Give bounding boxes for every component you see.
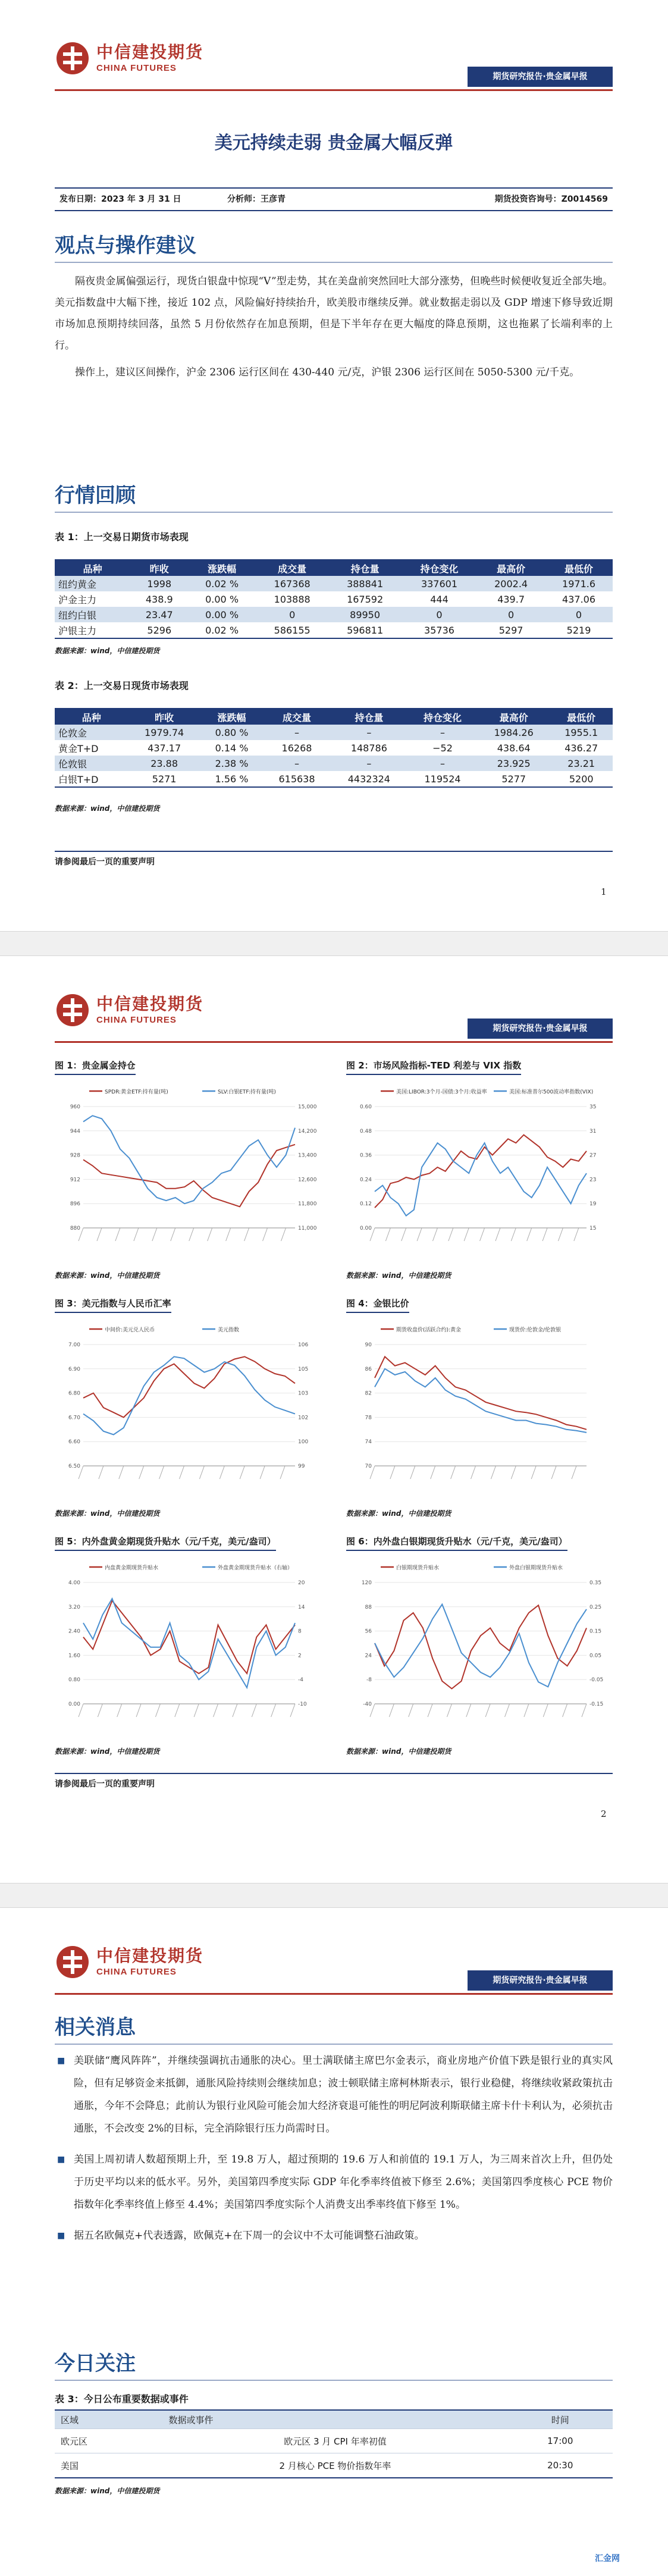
table-cell: 4432324: [347, 773, 390, 785]
list-item: ■ 美国上周初请人数超预期上升，至 19.8 万人，超过预期的 19.6 万人和前值的 19.1 万人，为三周来首次上升，但仍处于历史平均以来的低水平。另外，美国第四季度实际 GDP 年化季率终值被下修至 2.6%；美国第四季度核心 PCE 物价指数年化季率终值上修至 4.4%；美国第四季度实际个人消费支出季率终值下修至 1%。: [55, 2148, 613, 2216]
column-header: 成交量: [263, 709, 330, 725]
citic-logo-icon: [55, 40, 90, 76]
chart5-source: 数据来源：wind，中信建投期货: [55, 1747, 160, 1756]
section-title-views: 观点与操作建议: [55, 229, 613, 263]
y-tick-label: 960: [70, 1104, 80, 1110]
y2-tick-label: 105: [298, 1366, 309, 1372]
page-gap: [0, 1883, 668, 1908]
chart-usd-cny: [55, 1321, 322, 1499]
y2-tick-label: -4: [298, 1677, 303, 1684]
table-row: [55, 725, 613, 740]
table-cell: 437.06: [562, 593, 596, 605]
table-cell: 17:00: [508, 2429, 613, 2453]
y-tick-label: 70: [365, 1464, 372, 1469]
list-item: ■ 据五名欧佩克+代表透露，欧佩克+在下周一的会议中不太可能调整石油政策。: [55, 2224, 613, 2247]
page-gap: [0, 931, 668, 956]
table-cell: 23.47: [130, 607, 188, 622]
table-cell: 337601: [402, 576, 477, 591]
y-tick-label: 0.60: [359, 1104, 372, 1110]
chart6-source: 数据来源：wind，中信建投期货: [346, 1747, 451, 1756]
chart-gold-basis: [55, 1559, 322, 1737]
page-number: 2: [601, 1809, 607, 1819]
table-cell: 438.9: [145, 593, 173, 605]
column-header: 数据或事件: [162, 2410, 507, 2429]
y-tick-label: 120: [361, 1580, 372, 1586]
table-cell: 119524: [424, 773, 461, 785]
table-cell: 1984.26: [478, 725, 550, 740]
table-row: [55, 607, 613, 622]
y2-tick-label: 23: [589, 1177, 597, 1183]
table3-source: 数据来源：wind，中信建投期货: [55, 2487, 160, 2495]
table-cell: 0: [256, 607, 328, 622]
table-cell: 5297: [498, 624, 523, 636]
y-tick-label: -40: [363, 1701, 372, 1707]
table-cell: 欧元区: [55, 2429, 162, 2453]
table-cell: 沪金主力: [58, 594, 97, 606]
y-tick-label: 880: [70, 1226, 80, 1231]
table-cell: 0.14 %: [215, 742, 249, 754]
column-header: 品种: [55, 560, 130, 576]
table-cell: 2002.4: [477, 576, 545, 591]
table-cell: 1979.74: [128, 725, 200, 740]
column-header: 昨收: [130, 560, 188, 576]
list-item: ■ 美联储“鹰风阵阵”，并继续强调抗击通胀的决心。里士满联储主席巴尔金表示，商业房地产价值下跌是银行业的真实风险，但有足够资金来抵御，通胀风险持续则会继续加息；波士顿联储主席柯林斯表示，银行业稳健，将继续收紧政策抗击通胀，今年不会降息；此前认为银行业风险可能会加大经济衰退可能性的明尼阿波利斯联储主席卡什卡利认为，必须抗击通胀，不会改变 2%的目标，完全消除银行压力尚需时日。: [55, 2049, 613, 2140]
y2-tick-label: 14: [298, 1604, 305, 1610]
legend-label: 美国:LIBOR:3个月-国债:3个月:收益率: [396, 1089, 487, 1095]
table-cell: 纽约白银: [55, 607, 130, 622]
table-cell: 89950: [328, 607, 401, 622]
y2-tick-label: -0.05: [589, 1677, 604, 1684]
futures-market-table: [55, 559, 613, 639]
y2-tick-label: 14,200: [298, 1128, 317, 1135]
y2-tick-label: 13,400: [298, 1152, 317, 1159]
table-cell: –: [407, 725, 478, 740]
y-tick-label: 912: [70, 1177, 80, 1183]
legend-label: 期货收盘价(活跃合约):黄金: [396, 1327, 462, 1333]
y-tick-label: 0.80: [68, 1677, 80, 1684]
y2-tick-label: 31: [589, 1128, 597, 1135]
column-header: 最低价: [550, 709, 613, 725]
table-cell: –: [331, 725, 407, 740]
y2-tick-label: -10: [298, 1701, 307, 1707]
table-cell: 35736: [424, 624, 454, 636]
brand-name-en: CHINA FUTURES: [96, 1015, 177, 1025]
y-tick-label: 86: [365, 1366, 372, 1372]
legend-label: 外盘白银期现货升贴水: [509, 1565, 563, 1571]
table-cell: 615638: [278, 773, 315, 785]
table3-caption: 表 3：今日公布重要数据或事件: [55, 2393, 189, 2405]
chart-background: [55, 1559, 322, 1737]
column-header: 最低价: [545, 560, 613, 576]
y-tick-label: 90: [365, 1342, 372, 1348]
watermark-logo: 汇金网: [595, 2554, 620, 2564]
y2-tick-label: 12,600: [298, 1177, 317, 1183]
y2-tick-label: 0.35: [589, 1580, 602, 1586]
table-row: [55, 2429, 613, 2453]
y-tick-label: 6.70: [68, 1415, 80, 1421]
brand-name-cn: 中信建投期货: [96, 42, 204, 62]
y-tick-label: 24: [365, 1653, 372, 1659]
page-number: 1: [601, 886, 607, 897]
brand-name-cn: 中信建投期货: [96, 994, 204, 1014]
legend-label: 内盘黄金期现货升贴水: [105, 1565, 159, 1571]
y-tick-label: 82: [365, 1390, 372, 1397]
table-row: [55, 771, 613, 787]
y2-tick-label: 15,000: [298, 1104, 317, 1110]
y2-tick-label: 15: [589, 1226, 597, 1231]
y2-tick-label: 11,000: [298, 1226, 317, 1231]
y-tick-label: 6.60: [68, 1439, 80, 1446]
column-header: 成交量: [256, 560, 328, 576]
chart-gold-silver-ratio: [346, 1321, 614, 1499]
chart1-caption: 图 1：贵金属金持仓: [55, 1059, 136, 1075]
strategy-paragraph: 操作上，建议区间操作，沪金 2306 运行区间在 430-440 元/克，沪银 2306 运行区间在 5050-5300 元/千克。: [75, 366, 580, 378]
y-tick-label: 6.50: [68, 1464, 80, 1469]
citic-logo-icon: [55, 992, 90, 1028]
table-cell: 148786: [350, 742, 387, 754]
legend-label: 白银期现货升贴水: [396, 1565, 440, 1571]
events-table: [55, 2409, 613, 2478]
report-title: 美元持续走弱 贵金属大幅反弹: [214, 133, 453, 153]
page-header: [55, 982, 613, 1043]
table-cell: 586155: [274, 624, 311, 636]
y-tick-label: 0.24: [359, 1177, 372, 1183]
table-cell: –: [407, 756, 478, 771]
y2-tick-label: 27: [589, 1152, 597, 1159]
column-header: 持仓量: [331, 709, 407, 725]
publish-date: 发布日期：2023 年 3 月 31 日: [59, 195, 181, 204]
table-cell: 0: [402, 607, 477, 622]
y-tick-label: 928: [70, 1152, 80, 1159]
brand-name-en: CHINA FUTURES: [96, 1967, 177, 1977]
y-tick-label: 0.00: [68, 1701, 80, 1707]
table-cell: 436.27: [564, 742, 598, 754]
column-header: 持仓变化: [407, 709, 478, 725]
table-row: [55, 2453, 613, 2478]
column-header: 区域: [55, 2410, 162, 2429]
chart2-caption: 图 2：市场风险指标-TED 利差与 VIX 指数: [346, 1059, 521, 1075]
chart-silver-basis: [346, 1559, 614, 1737]
y-tick-label: 896: [70, 1201, 80, 1208]
y2-tick-label: 19: [589, 1201, 597, 1208]
chart-background: [346, 1321, 614, 1499]
legend-label: SLV:白银ETF:持有量(吨): [218, 1089, 276, 1095]
page-1: [0, 0, 668, 928]
table-cell: 0.00 %: [205, 593, 239, 605]
y-tick-label: 74: [365, 1439, 372, 1446]
y2-tick-label: 20: [298, 1580, 305, 1586]
table-cell: 0: [477, 607, 545, 622]
disclaimer-note: 请参阅最后一页的重要声明: [55, 1773, 613, 1790]
y2-tick-label: 106: [298, 1342, 309, 1348]
page-header: [55, 1933, 613, 1995]
y-tick-label: 88: [365, 1604, 372, 1610]
report-tag: 期货研究报告·贵金属早报: [468, 1019, 613, 1039]
table-cell: 5271: [152, 773, 177, 785]
report-meta: [55, 187, 613, 211]
legend-label: 美元指数: [218, 1327, 240, 1333]
table-cell: 16268: [281, 742, 312, 754]
table-cell: 欧元区 3 月 CPI 年率初值: [162, 2429, 507, 2453]
table-cell: 167592: [347, 593, 384, 605]
disclaimer-note: 请参阅最后一页的重要声明: [55, 851, 613, 867]
chart-background: [346, 1083, 614, 1261]
table-cell: 0.02 %: [205, 624, 239, 636]
brand-name-cn: 中信建投期货: [96, 1946, 204, 1966]
y2-tick-label: 35: [589, 1104, 597, 1110]
table-cell: 23.925: [478, 756, 550, 771]
column-header: 持仓量: [328, 560, 401, 576]
table1-caption: 表 1：上一交易日期货市场表现: [55, 531, 189, 543]
brand-logo: [55, 1941, 204, 1987]
table-cell: 纽约黄金: [55, 576, 130, 591]
table-cell: 0.80 %: [200, 725, 263, 740]
table-cell: 5277: [501, 773, 526, 785]
table-cell: 2.38 %: [200, 756, 263, 771]
y-tick-label: -8: [366, 1677, 372, 1684]
column-header: 时间: [508, 2410, 613, 2429]
table-row: [55, 622, 613, 638]
page-header: [55, 30, 613, 91]
y2-tick-label: 100: [298, 1439, 309, 1446]
table2-source: 数据来源：wind，中信建投期货: [55, 804, 160, 813]
y2-tick-label: 102: [298, 1415, 309, 1421]
brand-name-en: CHINA FUTURES: [96, 63, 177, 73]
chart-background: [346, 1559, 614, 1737]
column-header: 品种: [55, 709, 128, 725]
table-cell: 437.17: [148, 742, 181, 754]
table-cell: 0.00 %: [188, 607, 256, 622]
license-number: 期货投资咨询号：Z0014569: [494, 195, 608, 204]
citic-logo-icon: [55, 1944, 90, 1980]
table-cell: 1971.6: [545, 576, 613, 591]
column-header: 最高价: [478, 709, 550, 725]
legend-label: SPDR:黄金ETF:持有量(吨): [105, 1089, 168, 1095]
y-tick-label: 6.80: [68, 1390, 80, 1397]
y-tick-label: 0.12: [359, 1201, 372, 1208]
chart5-caption: 图 5：内外盘黄金期现货升贴水（元/千克，美元/盎司）: [55, 1535, 276, 1551]
brand-logo: [55, 989, 204, 1035]
column-header: 涨跌幅: [200, 709, 263, 725]
legend-label: 美国:标准普尔500波动率指数(VIX): [509, 1089, 594, 1095]
section-title-news: 相关消息: [55, 2011, 613, 2045]
chart4-caption: 图 4：金银比价: [346, 1297, 409, 1313]
y-tick-label: 78: [365, 1415, 372, 1421]
chart3-caption: 图 3：美元指数与人民币汇率: [55, 1297, 171, 1313]
y-tick-label: 1.60: [68, 1653, 80, 1659]
table-cell: 444: [430, 593, 449, 605]
legend-label: 现货价:伦敦金/伦敦银: [509, 1327, 562, 1333]
table-cell: 0.02 %: [188, 576, 256, 591]
table-cell: 439.7: [497, 593, 525, 605]
analyst: 分析师：王彦青: [227, 195, 286, 204]
y2-tick-label: 0.25: [589, 1604, 602, 1610]
page-3: [0, 1910, 668, 2576]
y-tick-label: 2.40: [68, 1628, 80, 1635]
table-cell: 23.21: [550, 756, 613, 771]
y-tick-label: 0.48: [359, 1128, 372, 1135]
page-2: [0, 958, 668, 1880]
table-cell: 5296: [147, 624, 172, 636]
report-tag: 期货研究报告·贵金属早报: [468, 67, 613, 87]
y2-tick-label: 11,800: [298, 1201, 317, 1208]
column-header: 昨收: [128, 709, 200, 725]
chart6-caption: 图 6：内外盘白银期现货升贴水（元/千克，美元/盎司）: [346, 1535, 567, 1551]
table-row: [55, 756, 613, 771]
section-title-market-review: 行情回顾: [55, 479, 613, 513]
table1-source: 数据来源：wind，中信建投期货: [55, 647, 160, 655]
y-tick-label: 3.20: [68, 1604, 80, 1610]
y-tick-label: 4.00: [68, 1580, 80, 1586]
chart-background: [55, 1083, 322, 1261]
table-cell: 596811: [347, 624, 384, 636]
table-cell: 103888: [274, 593, 311, 605]
y-tick-label: 944: [70, 1128, 80, 1135]
legend-label: 中间价:美元兑人民币: [105, 1327, 155, 1333]
table-cell: 2 月核心 PCE 物价指数年率: [162, 2453, 507, 2478]
table-cell: 1.56 %: [215, 773, 249, 785]
table2-caption: 表 2：上一交易日现货市场表现: [55, 680, 189, 691]
y2-tick-label: 2: [298, 1653, 302, 1659]
chart-gold-etf-holdings: [55, 1083, 322, 1261]
y-tick-label: 0.00: [359, 1226, 372, 1231]
table-row: [55, 740, 613, 756]
table-cell: 美国: [55, 2453, 162, 2478]
views-paragraph: 隔夜贵金属偏强运行，现货白银盘中惊现“V”型走势，其在美盘前突然回吐大部分涨势，但晚些时候便收复近全部失地。美元指数盘中大幅下挫，接近 102 点，风险偏好持续抬升，欧美股市继续反弹。就业数据走弱以及 GDP 增速下修导致近期市场加息预期持续回落，虽然 5 月份依然存在加息预期，但是下半年存在更大幅度的降息预期，这也拖累了长端利率的上行。: [55, 275, 613, 352]
table-cell: 5200: [569, 773, 594, 785]
chart1-source: 数据来源：wind，中信建投期货: [55, 1271, 160, 1280]
column-header: 涨跌幅: [188, 560, 256, 576]
report-tag: 期货研究报告·贵金属早报: [468, 1970, 613, 1991]
y-tick-label: 56: [365, 1628, 372, 1635]
chart4-source: 数据来源：wind，中信建投期货: [346, 1509, 451, 1518]
chart2-source: 数据来源：wind，中信建投期货: [346, 1271, 451, 1280]
y2-tick-label: 103: [298, 1390, 309, 1397]
table-cell: 5219: [566, 624, 591, 636]
y-tick-label: 6.90: [68, 1366, 80, 1372]
table-cell: 黄金T+D: [58, 742, 99, 754]
table-cell: 20:30: [508, 2453, 613, 2478]
table-cell: –: [331, 756, 407, 771]
section-title-today: 今日关注: [55, 2347, 613, 2381]
y-tick-label: 7.00: [68, 1342, 80, 1348]
y2-tick-label: 8: [298, 1628, 302, 1635]
y2-tick-label: 0.05: [589, 1653, 602, 1659]
news-list: [55, 2049, 613, 2255]
table-cell: 388841: [328, 576, 401, 591]
y2-tick-label: -0.15: [589, 1701, 604, 1707]
table-cell: 伦敦银: [55, 756, 128, 771]
table-cell: 沪银主力: [58, 625, 97, 637]
spot-market-table: [55, 708, 613, 788]
y2-tick-label: 99: [298, 1464, 305, 1469]
column-header: 最高价: [477, 560, 545, 576]
table-row: [55, 576, 613, 591]
y2-tick-label: 0.15: [589, 1628, 602, 1635]
y-tick-label: 0.36: [359, 1152, 372, 1159]
table-cell: –: [263, 756, 330, 771]
chart-ted-vix: [346, 1083, 614, 1261]
table-cell: 白银T+D: [58, 773, 99, 785]
table-cell: 伦敦金: [55, 725, 128, 740]
chart3-source: 数据来源：wind，中信建投期货: [55, 1509, 160, 1518]
table-cell: 1955.1: [550, 725, 613, 740]
table-cell: 438.64: [497, 742, 531, 754]
column-header: 持仓变化: [402, 560, 477, 576]
table-cell: −52: [432, 742, 453, 754]
table-cell: –: [263, 725, 330, 740]
table-cell: 167368: [256, 576, 328, 591]
legend-label: 外盘黄金期现货升贴水（右轴）: [218, 1565, 293, 1571]
table-cell: 1998: [130, 576, 188, 591]
table-cell: 0: [545, 607, 613, 622]
table-cell: 23.88: [128, 756, 200, 771]
brand-logo: [55, 37, 204, 83]
table-row: [55, 591, 613, 607]
